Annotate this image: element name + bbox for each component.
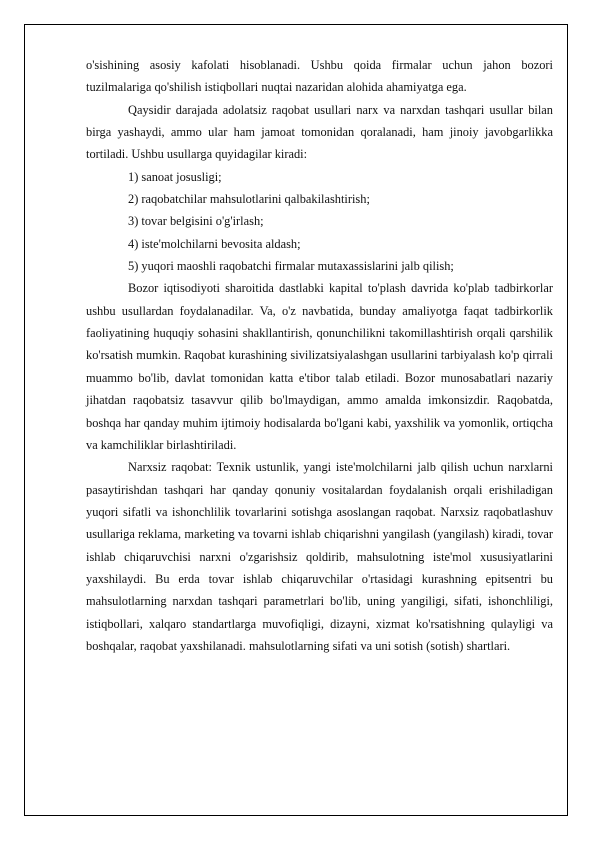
list-item: 1) sanoat josusligi; — [128, 169, 222, 184]
list-item: 2) raqobatchilar mahsulotlarini qalbakilashtirish; — [128, 192, 370, 207]
paragraph-continuation: o'sishining asosiy kafolati hisoblanadi. Ushbu qoida firmalar uchun jahon bozori tuzilmalariga qo'shilish istiqbollari nuqtai nazaridan alohida ahamiyatga ega. — [86, 58, 553, 95]
list-item: 3) tovar belgisini o'g'irlash; — [128, 214, 264, 229]
list-item: 5) yuqori maoshli raqobatchi firmalar mutaxassislarini jalb qilish; — [128, 259, 454, 274]
paragraph-unfair-methods: Qaysidir darajada adolatsiz raqobat usullari narx va narxdan tashqari usullar bilan birga yashaydi, ammo ular ham jamoat tomonidan qoralanadi, ham jinoiy javobgarlikka tortiladi. Ushbu usullarga quyidagilar kiradi: — [86, 102, 553, 162]
paragraph-market-economy: Bozor iqtisodiyoti sharoitida dastlabki kapital to'plash davrida ko'plab tadbirkorlar ushbu usullardan foydalanadilar. Va, o'z navbatida, bunday amaliyotga faqat tadbirkorlik faoliyatining huquqiy sohasini shakllantirish, qonunchilikni takomillashtirish orqali qarshilik ko'rsatish mumkin. Raqobat kurashining sivilizatsiyalashgan usullarini tarbiyalash ko'p qirrali muammo bo'lib, davlat tomonidan katta e'tibor talab etiladi. Bozor munosabatlari nazariy jihatdan raqobatsiz tasavvur qilib bo'lmaydigan, ammo amalda imkonsizdir. Raqobatda, boshqa har qanday muhim ijtimoiy hodisalarda bo'lgani kabi, yaxshilik va yomonlik, ortiqcha va kamchiliklar birlashtiriladi. — [86, 281, 553, 452]
document-body — [86, 54, 553, 657]
list-item: 4) iste'molchilarni bevosita aldash; — [128, 236, 301, 251]
paragraph-non-price-competition: Narxsiz raqobat: Texnik ustunlik, yangi iste'molchilarni jalb qilish uchun narxlarni pasaytirishdan tashqari har qanday qonuniy vositalardan foydalanish orqali erishiladigan yuqori sifatli va ishonchlilik tovarlarini sotishga asoslangan raqobat. Narxsiz raqobatlashuv usullariga reklama, marketing va tovarni ishlab chiqarishni yangilash (yangilash) kiradi, tovar ishlab chiqaruvchisi narxni o'zgarishsiz qoldirib, mahsulotning iste'mol xususiyatlarini yaxshilaydi. Bu erda tovar ishlab chiqaruvchilar o'rtasidagi kurashning epitsentri bu mahsulotlarning narxdan tashqari parametrlari bo'lib, uning yangiligi, sifati, ishonchliligi, istiqbollari, xalqaro standartlarga muvofiqligi, dizayni, xizmat ko'rsatishning qulayligi va boshqalar, raqobat yaxshilanadi. mahsulotlarning sifati va uni sotish (sotish) shartlari. — [86, 460, 553, 653]
